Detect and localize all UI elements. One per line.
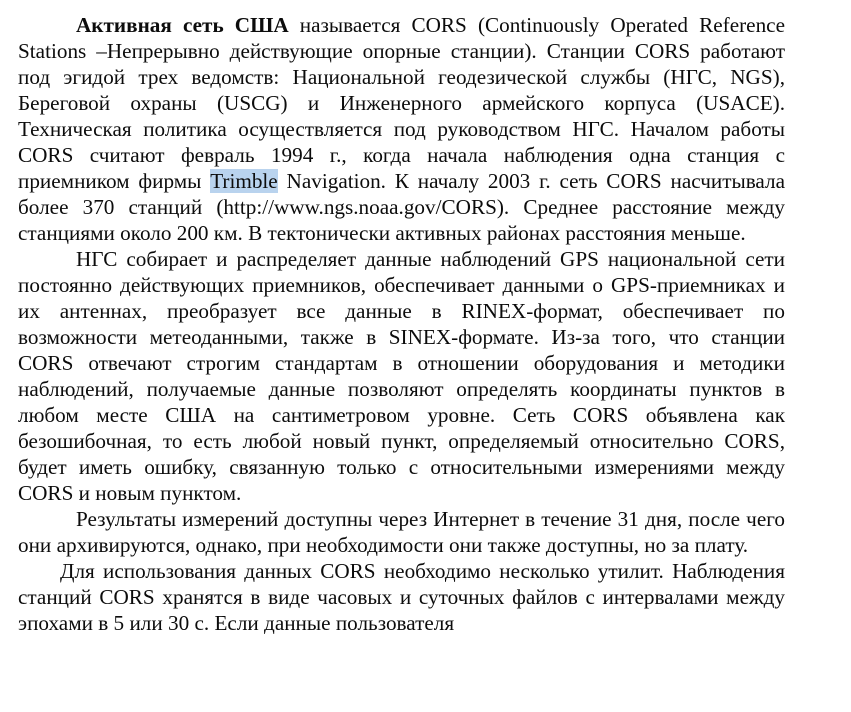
paragraph-utilities: Для использования данных CORS необходимо несколько утилит. Наблюдения станций CORS хранятся в виде часовых и суточных файлов с интервалами между эпохами в 5 или 30 с. Если данные пользователя: [18, 559, 785, 635]
paragraph-cors-intro: [18, 12, 785, 246]
paragraph-lead-bold: Активная сеть США: [76, 13, 289, 37]
selected-text-highlight[interactable]: Trimble: [210, 169, 278, 193]
paragraph-ngs-data: НГС собирает и распределяет данные наблюдений GPS национальной сети постоянно действующих приемников, обеспечивает данными о GPS-приемниках и их антеннах, преобразует все данные в RINEX-формат, обеспечивает по возможности метеоданными, также в SINEX-формате. Из-за того, что станции CORS отвечают строгим стандартам в отношении оборудования и методики наблюдений, получаемые данные позволяют определять координаты пунктов в любом месте США на сантиметровом уровне. Сеть CORS объявлена как безошибочная, то есть любой новый пункт, определяемый относительно CORS, будет иметь ошибку, связанную только с относительными измерениями между CORS и новым пунктом.: [18, 247, 785, 505]
paragraph-text: называется CORS (Continuously Operated Reference Stations –Непрерывно действующие опорные станции). Станции CORS работают под эгидой трех ведомств: Национальной геодезической службы (НГС, NGS), Береговой охраны (USCG) и Инженерного армейского корпуса (USACE). Техническая политика осуществляется под руководством НГС. Началом работы CORS считают февраль 1994 г., когда начала наблюдения одна станция с приемником фирмы: [18, 13, 785, 193]
paragraph-text: Navigation. К началу 2003 г. сеть CORS насчитывала более 370 станций (http://www.ngs.noaa.gov/CORS). Среднее расстояние между станциями около 200 км. В тектонически активных районах расстояния меньше.: [18, 169, 785, 245]
paragraph-results-access: Результаты измерений доступны через Интернет в течение 31 дня, после чего они архивируются, однако, при необходимости они также доступны, но за плату.: [18, 507, 785, 557]
